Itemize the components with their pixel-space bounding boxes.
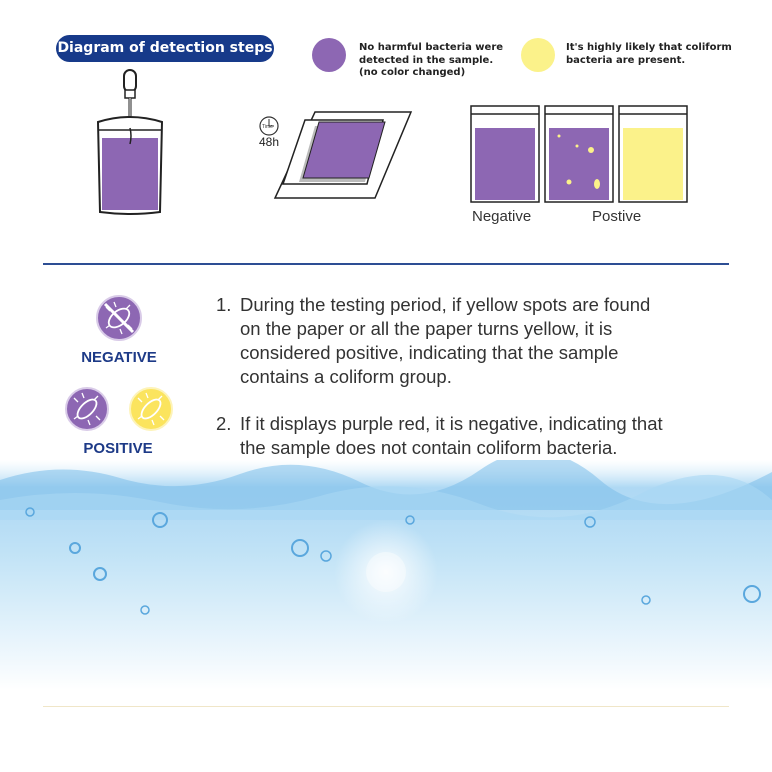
legend-line: detected in the sample. [359, 54, 494, 66]
step-line: contains a coliform group. [240, 366, 452, 387]
step-number: 1. [216, 294, 232, 315]
positive-purple-bacteria-icon [65, 387, 109, 431]
step-line: the sample does not contain coliform bacteria. [240, 437, 618, 458]
positive-yellow-bacteria-icon [129, 387, 173, 431]
step-line: on the paper or all the paper turns yellow, it is [240, 318, 613, 339]
legend-line: (no color changed) [359, 67, 466, 78]
legend-line: bacteria are present. [566, 54, 686, 66]
step-number: 2. [216, 413, 232, 434]
step-2 [216, 412, 663, 460]
diagram-title: Diagram of detection steps [56, 35, 274, 62]
incubation-illustration [255, 108, 415, 204]
section-divider [43, 263, 729, 265]
positive-legend-text [566, 42, 732, 67]
step-line: If it displays purple red, it is negative, indicating that [240, 413, 663, 434]
legend-line: No harmful bacteria were [359, 42, 504, 53]
step-line: considered positive, indicating that the sample [240, 342, 619, 363]
negative-legend-swatch [312, 38, 346, 72]
negative-bacteria-crossed-icon [96, 295, 142, 341]
timer-icon-label: Time [262, 124, 273, 130]
result-samples-illustration [469, 104, 691, 204]
negative-result-label: Negative [472, 208, 532, 225]
positive-result-label: Postive [592, 208, 642, 225]
bottom-divider [43, 706, 729, 707]
negative-legend-text [359, 42, 503, 80]
step-1 [216, 293, 650, 389]
legend-line: It's highly likely that coliform [566, 42, 732, 53]
negative-badge-label: NEGATIVE [81, 349, 157, 366]
positive-legend-swatch [521, 38, 555, 72]
step-line: During the testing period, if yellow spots are found [240, 294, 651, 315]
sample-bag-dropper-illustration [90, 66, 170, 218]
water-splash-background [0, 460, 772, 690]
positive-badge-label: POSITIVE [83, 440, 153, 457]
time-label: 48h [259, 135, 280, 149]
